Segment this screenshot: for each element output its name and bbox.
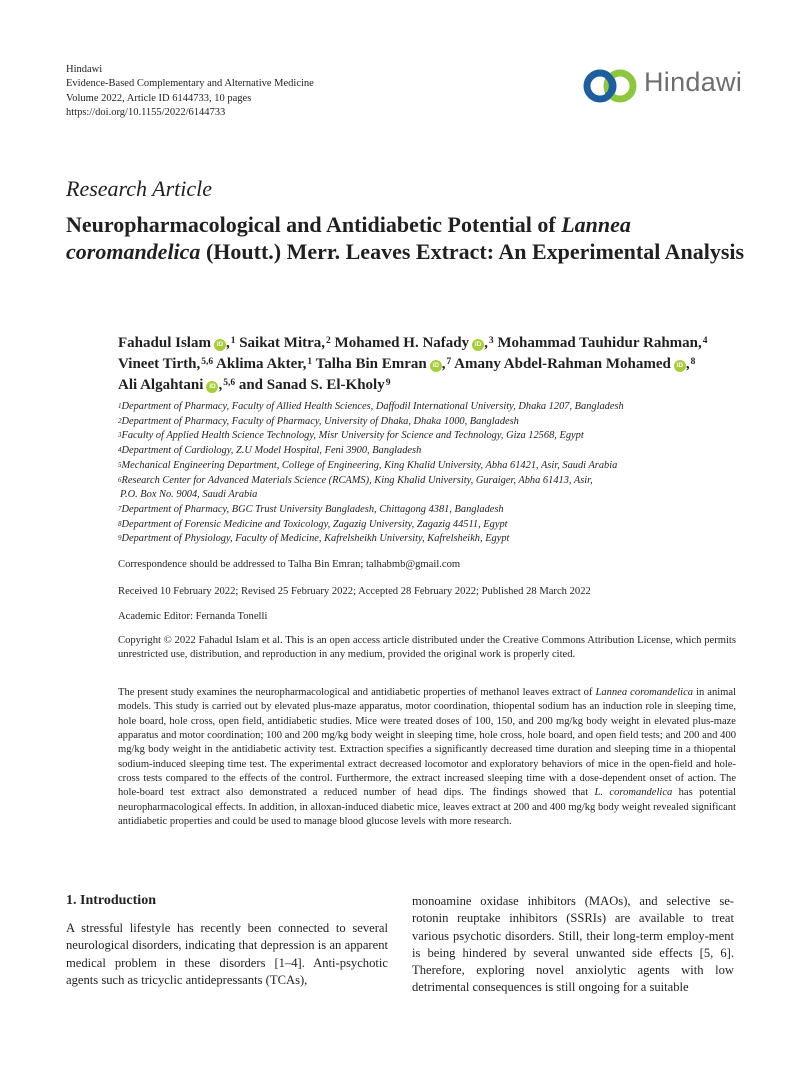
- affiliation-item: [118, 444, 748, 459]
- author-name-text: Talha Bin Emran: [315, 356, 427, 372]
- author-affiliation-number: 9: [385, 378, 391, 388]
- author-name: Ali Algahtani iD ,$^{5,6}$: [118, 377, 236, 393]
- affiliation-item: [118, 488, 748, 503]
- author-name-text: Fahadul Islam: [118, 335, 211, 351]
- affiliation-item: [118, 503, 748, 518]
- author-affiliation-number: 5,6: [223, 378, 236, 388]
- author-name: Amany Abdel-Rahman Mohamed iD ,$^8$: [454, 356, 696, 372]
- affiliation-text: Mechanical Engineering Department, College of Engineering, King Khalid University, Abha 61421, Asir, Saudi Arabia: [121, 459, 618, 471]
- hindawi-logo: [582, 64, 742, 108]
- author-name-text: Amany Abdel-Rahman Mohamed: [454, 356, 671, 372]
- author-name: Fahadul Islam iD ,$^1$: [118, 335, 236, 351]
- author-name: Mohamed H. Nafady iD ,$^3$: [334, 335, 494, 351]
- journal-name: Evidence-Based Complementary and Alternative Medicine: [66, 78, 314, 90]
- author-name-text: and Sanad S. El-Kholy: [238, 377, 385, 393]
- author-name: [216, 356, 312, 372]
- journal-info: [66, 63, 314, 120]
- author-affiliation-number: 2: [326, 336, 331, 346]
- author-name-text: Mohamed H. Nafady: [334, 335, 470, 351]
- abstract-species-1: Lannea coromandelica: [595, 687, 694, 698]
- affiliation-text: Department of Pharmacy, BGC Trust University Bangladesh, Chittagong 4381, Bangladesh: [121, 503, 504, 515]
- author-affiliation-number: 1: [230, 336, 236, 346]
- author-name: Talha Bin Emran iD ,$^7$: [315, 356, 452, 372]
- correspondence: Correspondence should be addressed to Talha Bin Emran; talhabmb@gmail.com: [118, 559, 461, 570]
- affiliation-item: [118, 474, 748, 489]
- publisher-name: Hindawi: [66, 64, 103, 75]
- affiliation-text: P.O. Box No. 9004, Saudi Arabia: [120, 489, 258, 501]
- affiliation-number: 9: [118, 534, 122, 543]
- hindawi-logo-icon: [582, 64, 642, 108]
- affiliation-number: 6: [118, 475, 122, 484]
- affiliation-item: [118, 518, 748, 533]
- author-name: [118, 356, 213, 372]
- affiliation-number: 4: [118, 446, 122, 455]
- title-part-1: Neuropharmacological and Antidiabetic Potential of: [66, 212, 562, 237]
- author-list: [118, 333, 748, 396]
- affiliation-item: [118, 429, 748, 444]
- affiliation-text: Faculty of Applied Health Science Technology, Misr University for Science and Technology, Giza 12568, Egypt: [121, 430, 584, 442]
- author-name-text: Aklima Akter,: [216, 356, 307, 372]
- affiliation-number: 2: [118, 416, 122, 425]
- doi-link[interactable]: https://doi.org/10.1155/2022/6144733: [66, 106, 226, 118]
- affiliation-text: Department of Physiology, Faculty of Medicine, Kafrelsheikh University, Kafrelsheikh, Egypt: [121, 533, 510, 545]
- orcid-icon[interactable]: iD: [472, 339, 484, 351]
- author-affiliation-number: 8: [690, 357, 696, 367]
- article-title: [66, 211, 746, 265]
- affiliation-text: Department of Forensic Medicine and Toxicology, Zagazig University, Zagazig 44511, Egypt: [121, 518, 508, 530]
- article-type: Research Article: [66, 176, 213, 201]
- affiliation-number: 8: [118, 519, 122, 528]
- affiliation-item: [118, 532, 748, 547]
- author-affiliation-number: 7: [446, 357, 452, 367]
- orcid-icon[interactable]: iD: [206, 381, 218, 393]
- affiliation-text: Department of Pharmacy, Faculty of Allied Health Sciences, Daffodil International University, Dhaka 1207, Bangladesh: [121, 401, 624, 412]
- volume-info: Volume 2022, Article ID 6144733, 10 pages: [66, 92, 252, 104]
- orcid-icon[interactable]: iD: [674, 360, 686, 372]
- academic-editor: Academic Editor: Fernanda Tonelli: [118, 611, 268, 622]
- affiliation-item: [118, 459, 748, 474]
- copyright-notice: Copyright © 2022 Fahadul Islam et al. This is an open access article distributed under the Creative Commons Attribution License, which permits unrestricted use, distribution, and reproduction in any medium, provided the original work is properly cited.: [118, 635, 736, 661]
- abstract-species-2: L. coromandelica: [594, 787, 673, 799]
- author-affiliation-number: 3: [488, 336, 494, 346]
- author-affiliation-number: 5,6: [201, 357, 214, 367]
- author-name: [497, 335, 707, 351]
- affiliation-number: 5: [118, 460, 122, 469]
- affiliation-number: 7: [118, 504, 122, 513]
- section-heading-introduction: 1. Introduction: [66, 893, 156, 908]
- affiliation-text: Department of Pharmacy, Faculty of Pharmacy, University of Dhaka, Dhaka 1000, Bangladesh: [121, 415, 519, 427]
- author-name: [239, 377, 391, 393]
- author-affiliation-number: 1: [307, 357, 313, 367]
- orcid-icon[interactable]: iD: [430, 360, 442, 372]
- affiliation-text: Department of Cardiology, Z.U Model Hospital, Feni 3900, Bangladesh: [121, 445, 422, 457]
- publication-dates: Received 10 February 2022; Revised 25 February 2022; Accepted 28 February 2022; Published 28 March 2022: [118, 586, 591, 597]
- affiliation-number: 1: [118, 402, 122, 410]
- title-species: Lannea coromandelica: [66, 212, 631, 264]
- affiliation-item: [118, 415, 748, 430]
- title-part-2: (Houtt.) Merr. Leaves Extract: An Experimental Analysis: [200, 239, 745, 264]
- abstract-text-2: in animal models. This study is carried out by elevated plus-maze apparatus, motor coordination, thiopental sodium has an induction role in sleeping time, hole board, hole cross, open field, antidiabetic studies. Mice were treated doses of 100, 150, and 200 mg/kg body weight in elevated plus-maze apparatus and motor coordination; 100 and 200 mg/kg body weight in sleeping time, hole cross, hole board, and open field tests; and 200 and 400 mg/kg body weight in the antidiabetic activity test. Extraction specifies a significantly decreased time duration and sleeping time in a thiopental sodium-induced sleeping time test. The experimental extract decreased locomotor and exploratory behaviors of mice in the open-field and hole-cross tests compared to the effects of the control. Furthermore, the extract increased sleeping time with a dose-dependent onset of action. The hole-board test extract also demonstrated a reduced number of head dips. The findings showed that: [118, 687, 736, 799]
- logo-text: Hindawi: [644, 67, 743, 97]
- abstract-text-1: The present study examines the neuropharmacological and antidiabetic properties of methanol leaves extract of: [118, 687, 596, 698]
- abstract-text-3: has potential neuropharmacological effects. In addition, in alloxan-induced diabetic mice, leaves extract at 200 and 400 mg/kg body weight revealed significant antidiabetic properties and could be used to manage blood glucose levels with more research.: [118, 787, 737, 828]
- affiliation-number: 3: [118, 431, 122, 440]
- intro-column-right: monoamine oxidase inhibitors (MAOs), and selective se-rotonin reuptake inhibitors (SSRIs) are available to treat various psychotic disorders. Still, their long-term employ-ment is being hindered by several unwanted side effects [5, 6]. Therefore, exploring novel anxiolytic agents with low detrimental consequences is still ongoing for a suitable: [412, 894, 734, 995]
- author-name-text: Vineet Tirth,: [118, 356, 201, 372]
- author-name-text: Ali Algahtani: [118, 377, 204, 393]
- orcid-icon[interactable]: iD: [214, 339, 226, 351]
- affiliation-text: Research Center for Advanced Materials Science (RCAMS), King Khalid University, Guraiger, Abha 61413, Asir,: [121, 474, 593, 486]
- author-name-text: Saikat Mitra,: [239, 335, 326, 351]
- author-name: [239, 335, 331, 351]
- intro-column-left: A stressful lifestyle has recently been connected to several neurological disorders, indicating that depression is an apparent medical problem in these disorders [1–4]. Anti-psychotic agents such as tricyclic antidepressants (TCAs),: [66, 921, 388, 987]
- author-name-text: Mohammad Tauhidur Rahman,: [497, 335, 702, 351]
- abstract: [118, 686, 736, 829]
- author-affiliation-number: 4: [702, 336, 708, 346]
- affiliation-item: [118, 400, 748, 415]
- affiliation-list: [118, 400, 748, 547]
